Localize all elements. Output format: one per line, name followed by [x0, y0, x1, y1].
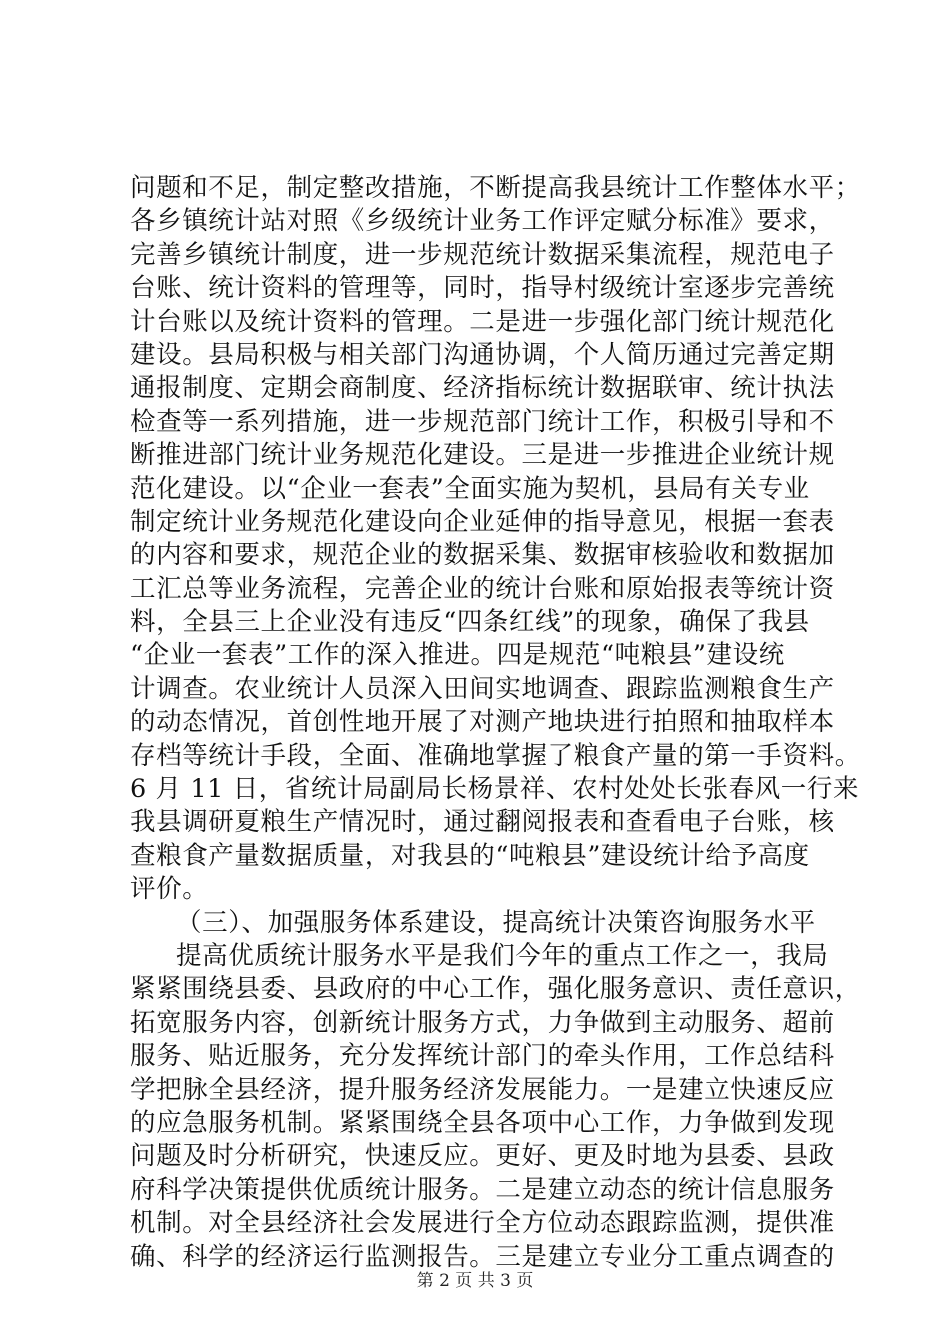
text-line: 制定统计业务规范化建设向企业延伸的指导意见，根据一套表 — [130, 506, 835, 537]
text-line: 的应急服务机制。紧紧围绕全县各项中心工作，力争做到发现 — [130, 1107, 835, 1138]
section-heading: （三）、加强服务体系建设，提高统计决策咨询服务水平 — [176, 907, 816, 938]
paragraph-first-line: 提高优质统计服务水平是我们今年的重点工作之一，我局 — [176, 940, 829, 971]
text-line: 计台账以及统计资料的管理。二是进一步强化部门统计规范化 — [130, 306, 835, 337]
document-body — [130, 172, 861, 1274]
text-line: 我县调研夏粮生产情况时，通过翻阅报表和查看电子台账，核 — [130, 807, 835, 838]
page-number-label: 第 2 页 共 3 页 — [416, 1271, 534, 1291]
text-line: 检查等一系列措施，进一步规范部门统计工作，积极引导和不 — [130, 406, 835, 437]
text-line: 计调查。农业统计人员深入田间实地调查、跟踪监测粮食生产 — [130, 673, 835, 704]
text-line: 评价。 — [130, 874, 209, 905]
text-line: 断推进部门统计业务规范化建设。三是进一步推进企业统计规 — [130, 440, 835, 471]
text-line: 料，全县三上企业没有违反“四条红线”的现象，确保了我县 — [130, 607, 810, 638]
text-line: 各乡镇统计站对照《乡级统计业务工作评定赋分标准》要求， — [130, 206, 835, 237]
text-line: 机制。对全县经济社会发展进行全方位动态跟踪监测，提供准 — [130, 1208, 835, 1239]
text-line: 府科学决策提供优质统计服务。二是建立动态的统计信息服务 — [130, 1174, 835, 1205]
text-line: 拓宽服务内容，创新统计服务方式，力争做到主动服务、超前 — [130, 1007, 835, 1038]
text-line: 问题和不足，制定整改措施，不断提高我县统计工作整体水平； — [130, 173, 861, 203]
text-line: 台账、统计资料的管理等，同时，指导村级统计室逐步完善统 — [130, 273, 835, 304]
text-line: 通报制度、定期会商制度、经济指标统计数据联审、统计执法 — [130, 373, 835, 404]
text-line: 问题及时分析研究，快速反应。更好、更及时地为县委、县政 — [130, 1141, 835, 1172]
text-line: 存档等统计手段，全面、准确地掌握了粮食产量的第一手资料。 — [130, 740, 861, 771]
text-line: 的动态情况，首创性地开展了对测产地块进行拍照和抽取样本 — [130, 707, 835, 738]
text-line: 范化建设。以“企业一套表”全面实施为契机，县局有关专业 — [130, 473, 810, 504]
text-line: 的内容和要求，规范企业的数据采集、数据审核验收和数据加 — [130, 540, 835, 571]
text-line: 紧紧围绕县委、县政府的中心工作，强化服务意识、责任意识， — [130, 974, 861, 1005]
text-line: 确、科学的经济运行监测报告。三是建立专业分工重点调查的 — [130, 1241, 835, 1272]
page-footer — [0, 1270, 950, 1292]
text-line: 完善乡镇统计制度，进一步规范统计数据采集流程，规范电子 — [130, 239, 835, 270]
text-line: 服务、贴近服务，充分发挥统计部门的牵头作用，工作总结科 — [130, 1041, 835, 1072]
text-line: 建设。县局积极与相关部门沟通协调，个人简历通过完善定期 — [130, 339, 835, 370]
text-line: 学把脉全县经济，提升服务经济发展能力。一是建立快速反应 — [130, 1074, 835, 1105]
text-line: 工汇总等业务流程，完善企业的统计台账和原始报表等统计资 — [130, 573, 835, 604]
text-line: 6 月 11 日，省统计局副局长杨景祥、农村处处长张春风一行来 — [130, 774, 860, 805]
text-line: 查粮食产量数据质量，对我县的“吨粮县”建设统计给予高度 — [130, 840, 810, 871]
text-line: “企业一套表”工作的深入推进。四是规范“吨粮县”建设统 — [130, 640, 785, 671]
